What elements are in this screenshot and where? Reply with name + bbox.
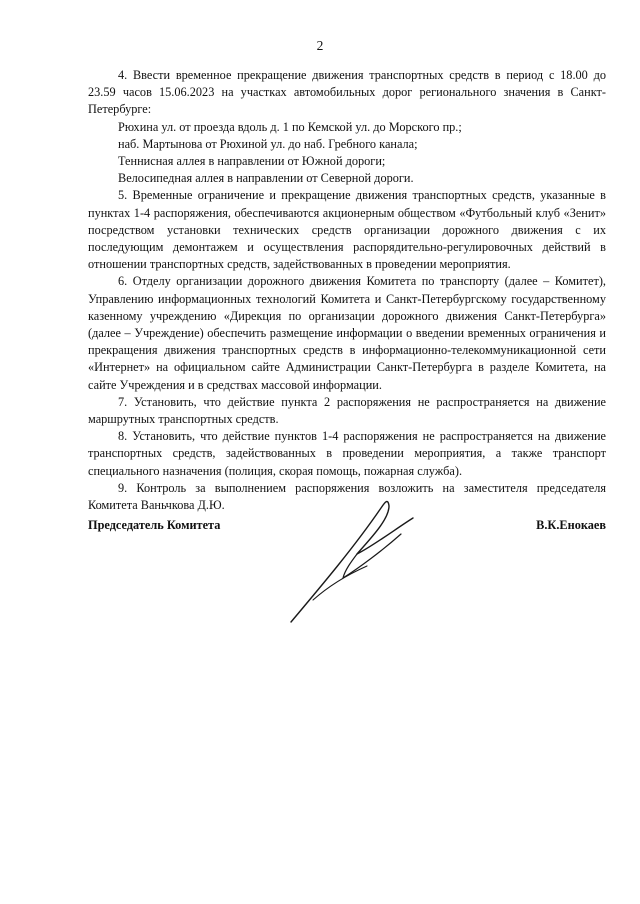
route-item-tennis-alley: Теннисная аллея в направлении от Южной дороги;: [118, 154, 386, 169]
page-number: 2: [316, 38, 324, 53]
route-item-martynova: наб. Мартынова от Рюхиной ул. до наб. Гребного канала;: [118, 136, 418, 151]
route-item-bicycle-alley: Велосипедная аллея в направлении от Северной дороги.: [118, 171, 414, 186]
signature-stroke-loop: [343, 534, 401, 578]
signature-stroke-cross: [313, 566, 367, 600]
paragraph-item-7: 7. Установить, что действие пункта 2 распоряжения не распространяется на движение маршрутных транспортных средств.: [88, 394, 606, 427]
paragraph-item-8: 8. Установить, что действие пунктов 1-4 распоряжения не распространяется на движение транспортных средств, задействованных в проведении мероприятия, а также транспорт специального назначения (полиция, скорая помощь, пожарная служба).: [88, 429, 606, 478]
paragraph-item-9: 9. Контроль за выполнением распоряжения возложить на заместителя председателя Комитета Ваньчкова Д.Ю.: [88, 480, 606, 513]
paragraph-item-6: 6. Отделу организации дорожного движения Комитета по транспорту (далее – Комитет), Управлению информационных технологий Комитета и Санкт-Петербургскому государственному казенному учреждению «Дирекция по организации дорожного движения Санкт-Петербурга» (далее – Учреждение) обеспечить размещение информации о введении временных ограничения и прекращения движения транспортных средств в информационно-телекоммуникационной сети «Интернет» на официальном сайте Администрации Санкт-Петербурга в разделе Комитета, на сайте Учреждения и в средствах массовой информации.: [88, 274, 606, 392]
signer-name: В.К.Енокаев: [536, 518, 606, 532]
paragraph-item-4: 4. Ввести временное прекращение движения транспортных средств в период с 18.00 до 23.59 часов 15.06.2023 на участках автомобильных дорог регионального значения в Санкт-Петербурге:: [88, 68, 606, 117]
paragraph-item-5: 5. Временные ограничение и прекращение движения транспортных средств, указанные в пунктах 1-4 распоряжения, обеспечиваются акционерным обществом «Футбольный клуб «Зенит» посредством установки технических средств организации дорожного движения с их последующим демонтажем и осуществления распорядительно-регулировочных действий в отношении транспортных средств, задействованных в проведении мероприятия.: [88, 188, 606, 272]
signer-title: Председатель Комитета: [88, 518, 221, 532]
handwritten-signature: [285, 488, 445, 628]
route-item-ryukhina: Рюхина ул. от проезда вдоль д. 1 по Кемской ул. до Морского пр.;: [118, 119, 462, 134]
document-body: [88, 67, 606, 514]
